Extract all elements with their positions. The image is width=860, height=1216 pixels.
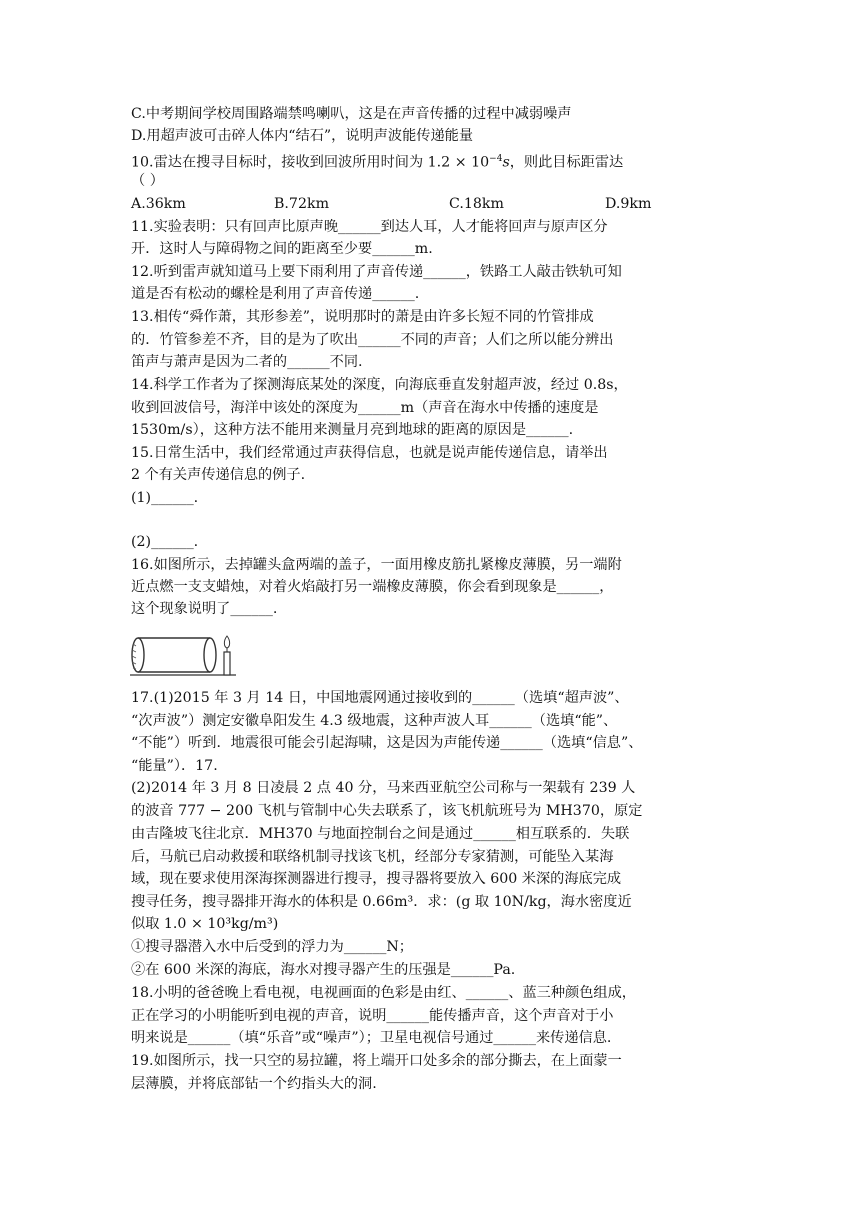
- q17-line-3: “不能”）听到．地震很可能会引起海啸，这是因为声能传递______（选填“信息”、: [131, 735, 643, 751]
- q17-line-12: ①搜寻器潜入水中后受到的浮力为______N；: [131, 939, 413, 955]
- q17-line-2: “次声波”）测定安徽阜阳发生 4.3 级地震，这种声波人耳______（选填“能”、: [131, 713, 618, 729]
- q18-line-1: 18.小明的爸爸晚上看电视，电视画面的色彩是由红、______、蓝三种颜色组成，: [131, 985, 636, 1001]
- q14-line-1: 14.科学工作者为了探测海底某处的深度，向海底垂直发射超声波，经过 0.8s，: [131, 377, 628, 393]
- q16-line-3: 这个现象说明了______.: [131, 601, 278, 617]
- q17-line-7: 由吉隆坡飞往北京．MH370 与地面控制台之间是通过______相互联系的．失联: [131, 826, 630, 842]
- q9-option-c: C.中考期间学校周围路端禁鸣喇叭，这是在声音传播的过程中减弱噪声: [131, 106, 572, 122]
- q10-stem-part-a: 10.雷达在搜寻目标时，接收到回波所用时间为 1.2 × 10: [131, 154, 490, 171]
- q15-answer-1: (1)______.: [131, 490, 199, 506]
- q16-line-2: 近点燃一支支蜡烛，对着火焰敲打另一端橡皮薄膜，你会看到现象是______，: [131, 579, 614, 595]
- q12-line-1: 12.听到雷声就知道马上要下雨利用了声音传递______，铁路工人敲击铁轨可知: [131, 264, 622, 280]
- q10-unit: s: [502, 154, 510, 171]
- q13-line-2: 的．竹管参差不齐，目的是为了吹出______不同的声音；人们之所以能分辨出: [131, 332, 614, 348]
- q11-line-2: 开．这时人与障碍物之间的距离至少要______m.: [131, 241, 433, 257]
- q15-answer-2: (2)______.: [131, 534, 199, 550]
- q12-line-2: 道是否有松动的螺栓是利用了声音传递______.: [131, 286, 420, 302]
- q16-line-1: 16.如图所示，去掉罐头盒两端的盖子，一面用橡皮筋扎紧橡皮薄膜，另一端附: [131, 557, 622, 573]
- q9-option-d: D.用超声波可击碎人体内“结石”，说明声波能传递能量: [131, 128, 474, 144]
- q13-line-3: 笛声与萧声是因为二者的______不同.: [131, 354, 363, 370]
- q10-paren: （ ）: [131, 173, 164, 189]
- q17-line-4: “能量”）．17.: [131, 758, 218, 774]
- q13-line-1: 13.相传“舜作萧，其形参差”，说明那时的萧是由许多长短不同的竹管排成: [131, 309, 594, 325]
- q17-line-13: ②在 600 米深的海底，海水对搜寻器产生的压强是______Pa.: [131, 962, 516, 978]
- q10-exponent: −4: [489, 154, 503, 164]
- q18-line-3: 明来说是______（填“乐音”或“噪声”）；卫星电视信号通过______来传递信息.: [131, 1030, 612, 1046]
- q17-line-11: 似取 1.0 × 10³kg/m³): [131, 916, 279, 932]
- q11-line-1: 11.实验表明：只有回声比原声晚______到达人耳，人才能将回声与原声区分: [131, 219, 608, 235]
- q10-option-b: B.72km: [274, 196, 330, 212]
- q10-option-a: A.36km: [131, 196, 186, 212]
- q15-line-2: 2 个有关声传递信息的例子.: [131, 467, 306, 483]
- q18-line-2: 正在学习的小明能听到电视的声音，说明______能传播声音，这个声音对于小: [131, 1008, 614, 1024]
- q14-line-2: 收到回波信号，海洋中该处的深度为______m（声音在海水中传播的速度是: [131, 400, 599, 416]
- q17-line-1: 17.(1)2015 年 3 月 14 日，中国地震网通过接收到的______（选填“超声波”、: [131, 690, 629, 706]
- can-and-candle-figure: [128, 628, 238, 678]
- q14-line-3: 1530m/s），这种方法不能用来测量月亮到地球的距离的原因是______.: [131, 422, 574, 438]
- q17-line-10: 搜寻任务，搜寻器排开海水的体积是 0.66m³．求：(g 取 10N/kg，海水密度近: [131, 894, 632, 910]
- q17-line-9: 域，现在要求使用深海探测器进行搜寻，搜寻器将要放入 600 米深的海底完成: [131, 871, 622, 887]
- q17-line-6: 的波音 777 − 200 飞机与管制中心失去联系了，该飞机航班号为 MH370，原定: [131, 803, 643, 819]
- q15-line-1: 15.日常生活中，我们经常通过声获得信息，也就是说声能传递信息，请举出: [131, 445, 608, 461]
- q19-line-2: 层薄膜，并将底部钻一个约指头大的洞.: [131, 1076, 377, 1092]
- q10-option-d: D.9km: [605, 196, 652, 212]
- q10-option-c: C.18km: [449, 196, 504, 212]
- q10-stem-part-b: ，则此目标距雷达: [509, 154, 624, 171]
- q17-line-5: (2)2014 年 3 月 8 日凌晨 2 点 40 分，马来西亚航空公司称与一架载有 239 人: [131, 780, 636, 796]
- q17-line-8: 后，马航已启动救援和联络机制寻找该飞机，经部分专家猜测，可能坠入某海: [131, 849, 614, 865]
- q19-line-1: 19.如图所示，找一只空的易拉罐，将上端开口处多余的部分撕去，在上面蒙一: [131, 1053, 622, 1069]
